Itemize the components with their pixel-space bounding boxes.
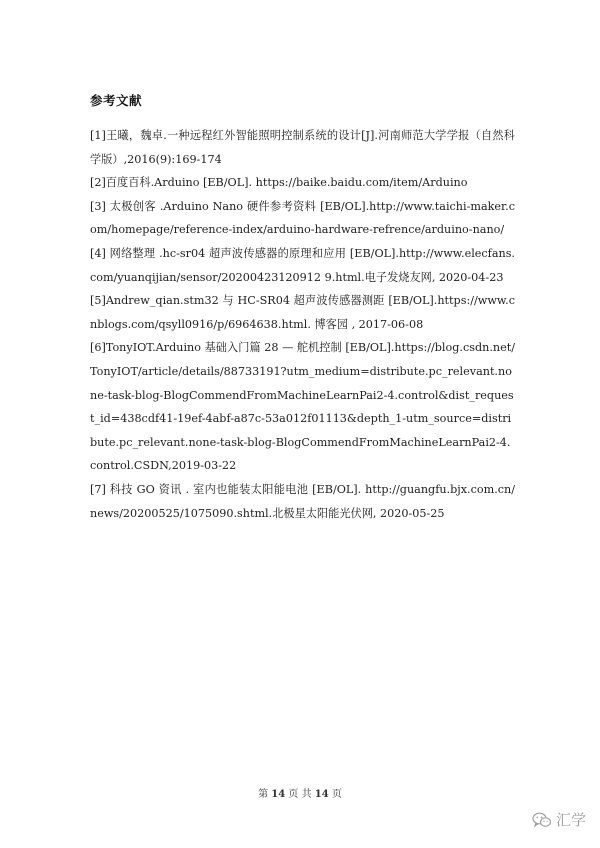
reference-item-3: [3] 太极创客 .Arduino Nano 硬件参考资料 [EB/OL].http://www.taichi-maker.com/homepage/reference-index/arduino-hardware-refrence/arduino-nano/ (90, 199, 515, 237)
watermark-text: 汇学 (555, 811, 586, 829)
page-current: 14 (271, 789, 286, 800)
reference-item-5: [5]Andrew_qian.stm32 与 HC-SR04 超声波传感器测距 [EB/OL].https://www.cnblogs.com/qsyll0916/p/6964638.html. 博客园 , 2017-06-08 (90, 294, 515, 331)
reference-item-6: [6]TonyIOT.Arduino 基础入门篇 28 — 舵机控制 [EB/OL].https://blog.csdn.net/TonyIOT/article/details/88733191?utm_medium=distribute.pc_relevant.none-task-blog-BlogCommendFromMachineLearnPai2-4.control&dist_request_id=438cdf41-19ef-4abf-a87c-53a012f01113&depth_1-utm_source=distribute.pc_relevant.none-task-blog-BlogCommendFromMachineLearnPai2-4.control.CSDN,2019-03-22 (90, 341, 515, 473)
page-suffix: 页 (331, 789, 342, 800)
watermark (532, 809, 586, 830)
page-total: 14 (314, 789, 329, 800)
reference-item-7: [7] 科技 GO 资讯 . 室内也能装太阳能电池 [EB/OL]. http://guangfu.bjx.com.cn/news/20200525/1075090.shtml.北极星太阳能光伏网, 2020-05-25 (90, 482, 515, 520)
reference-list (90, 124, 515, 525)
reference-item-4: [4] 网络整理 .hc-sr04 超声波传感器的原理和应用 [EB/OL].http://www.elecfans.com/yuanqijian/sensor/20200423120912 9.html.电子发烧友网, 2020-04-23 (90, 246, 515, 284)
references-heading: 参考文献 (90, 93, 143, 108)
reference-item-1: [1]王曦，魏卓.一种远程红外智能照明控制系统的设计[J].河南师范大学学报（自然科学版）,2016(9):169-174 (90, 129, 515, 166)
wechat-icon (532, 812, 552, 828)
page-prefix: 第 (258, 789, 269, 800)
reference-item-2: [2]百度百科.Arduino [EB/OL]. https://baike.baidu.com/item/Arduino (90, 176, 468, 190)
page-footer (0, 785, 600, 800)
page-mid: 页 共 (288, 789, 312, 800)
